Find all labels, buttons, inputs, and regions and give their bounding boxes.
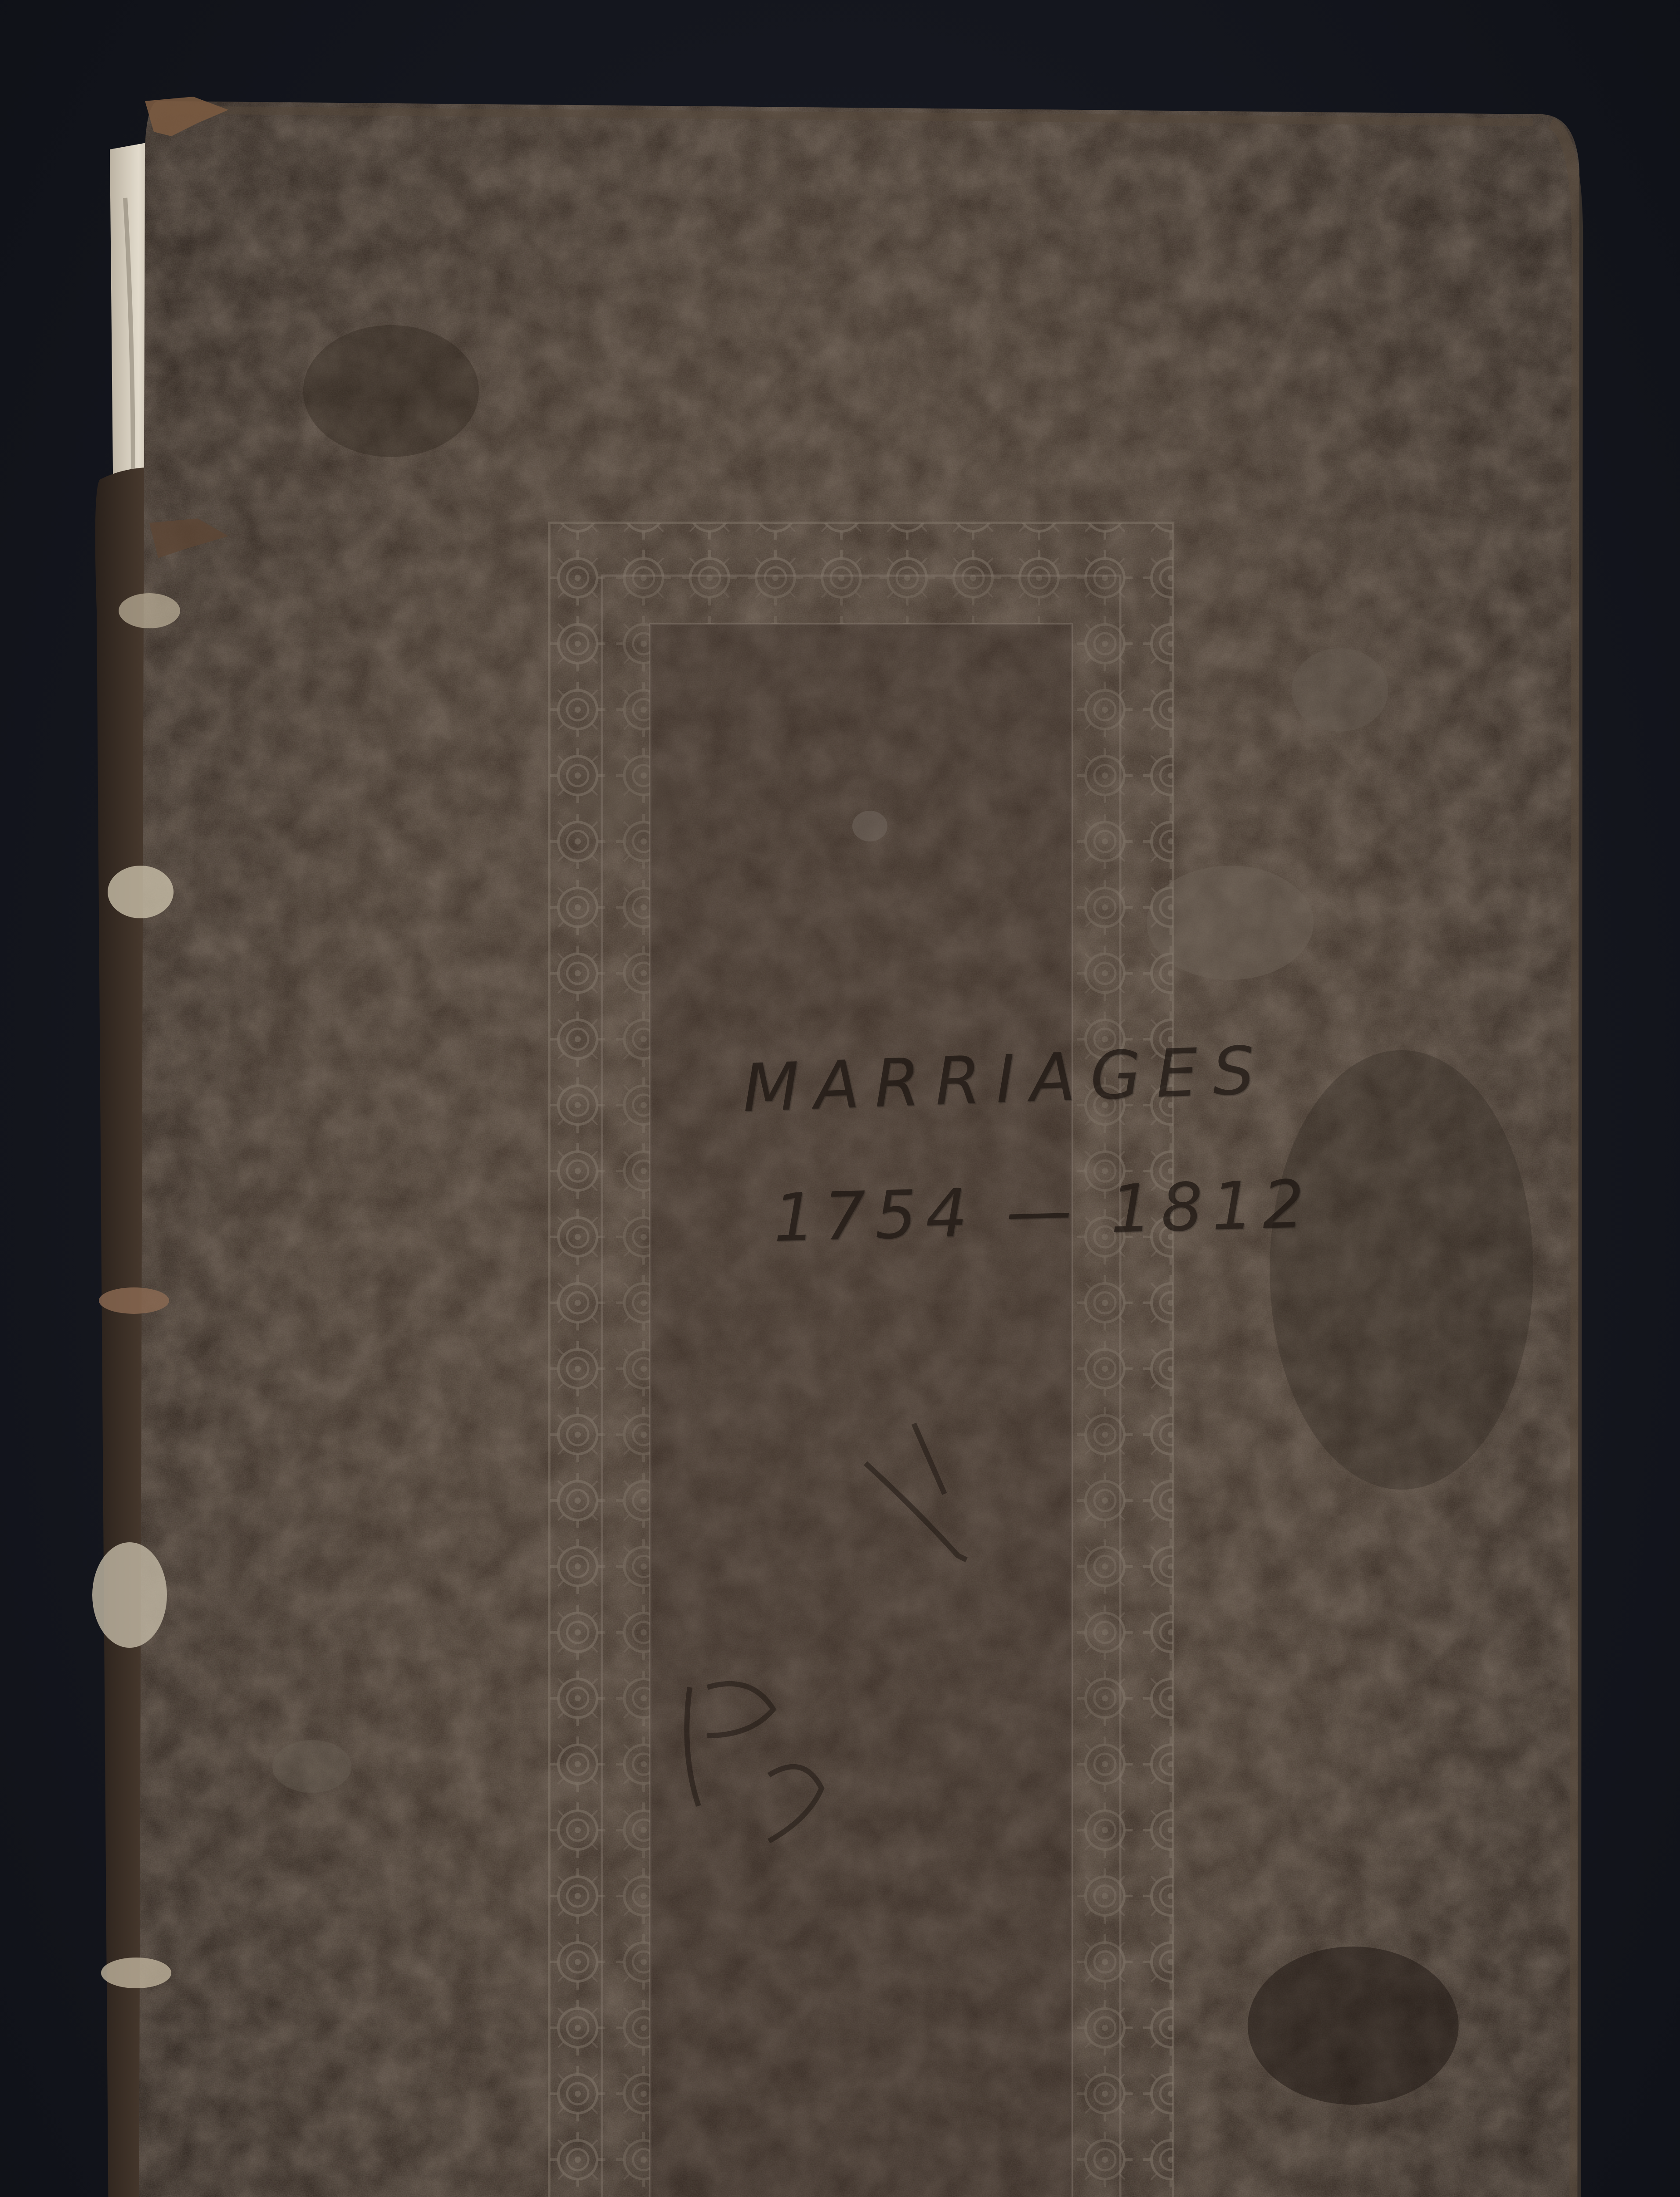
cover-inscription-years: 1754 — 1812	[772, 1166, 1314, 1257]
cover-inscription-title: MARRIAGES	[741, 1032, 1271, 1127]
